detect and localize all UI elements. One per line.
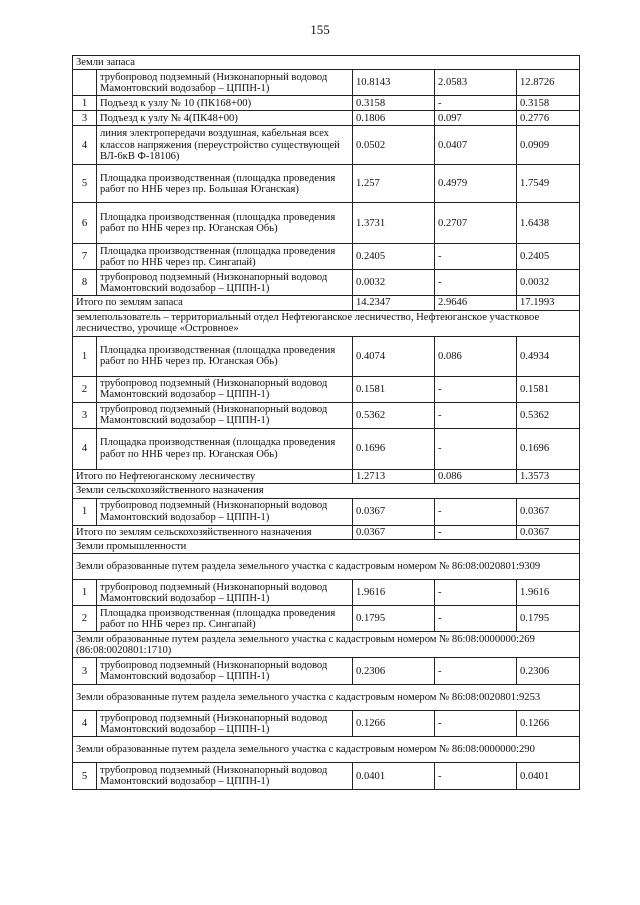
section-title: Земли запаса <box>73 56 580 70</box>
area-value-1: 0.1806 <box>353 111 435 126</box>
area-value-1: 0.1795 <box>353 606 435 632</box>
total-row <box>73 525 580 539</box>
area-total: 0.5362 <box>517 402 580 428</box>
area-total: 1.9616 <box>517 580 580 606</box>
table-body <box>73 56 580 790</box>
row-number: 1 <box>73 498 97 525</box>
area-value-2: - <box>435 244 517 270</box>
table-row <box>73 606 580 632</box>
area-total: 0.1696 <box>517 428 580 469</box>
area-value-1: 1.3731 <box>353 203 435 244</box>
table-row <box>73 336 580 376</box>
section-title: Земли сельскохозяйственного назначения <box>73 484 580 498</box>
object-name: трубопровод подземный (Низконапорный водовод Мамонтовский водозабор – ЦППН-1) <box>97 763 353 790</box>
object-name: линия электропередачи воздушная, кабельная всех классов напряжения (переустройство существующей ВЛ-6кВ Ф-18106) <box>97 126 353 165</box>
area-value-1: 0.1581 <box>353 376 435 402</box>
table-row <box>73 111 580 126</box>
area-value-1: 0.1266 <box>353 711 435 737</box>
object-name: Подъезд к узлу № 4(ПК48+00) <box>97 111 353 126</box>
area-value-1: 0.2306 <box>353 658 435 685</box>
section-header-row <box>73 554 580 580</box>
area-total: 1.3573 <box>517 469 580 483</box>
object-name: Площадка производственная (площадка проведения работ по ННБ через пр. Сингапай) <box>97 244 353 270</box>
section-header-row <box>73 310 580 336</box>
table-row <box>73 658 580 685</box>
area-total: 0.1795 <box>517 606 580 632</box>
area-total: 0.1266 <box>517 711 580 737</box>
area-value-2: - <box>435 580 517 606</box>
object-name: Подъезд к узлу № 10 (ПК168+00) <box>97 96 353 111</box>
table-row <box>73 270 580 296</box>
row-number: 1 <box>73 96 97 111</box>
row-number: 6 <box>73 203 97 244</box>
total-row <box>73 296 580 310</box>
object-name: трубопровод подземный (Низконапорный водовод Мамонтовский водозабор – ЦППН-1) <box>97 376 353 402</box>
area-value-2: - <box>435 763 517 790</box>
area-total: 17.1993 <box>517 296 580 310</box>
table-row <box>73 711 580 737</box>
area-value-2: 0.4979 <box>435 165 517 203</box>
land-area-table <box>72 55 580 790</box>
object-name: Площадка производственная (площадка проведения работ по ННБ через пр. Сингапай) <box>97 606 353 632</box>
row-number: 1 <box>73 580 97 606</box>
row-number: 3 <box>73 658 97 685</box>
area-value-2: - <box>435 498 517 525</box>
area-value-1: 1.257 <box>353 165 435 203</box>
area-total: 0.4934 <box>517 336 580 376</box>
object-name: трубопровод подземный (Низконапорный водовод Мамонтовский водозабор – ЦППН-1) <box>97 711 353 737</box>
area-total: 0.2776 <box>517 111 580 126</box>
area-value-1: 10.8143 <box>353 70 435 96</box>
area-value-2: - <box>435 658 517 685</box>
total-row <box>73 469 580 483</box>
area-value-2: - <box>435 711 517 737</box>
area-value-2: 0.2707 <box>435 203 517 244</box>
row-number: 3 <box>73 111 97 126</box>
area-value-1: 1.2713 <box>353 469 435 483</box>
area-total: 0.0909 <box>517 126 580 165</box>
table-row <box>73 763 580 790</box>
area-value-1: 0.0401 <box>353 763 435 790</box>
row-number: 5 <box>73 763 97 790</box>
area-value-2: - <box>435 606 517 632</box>
section-header-row <box>73 632 580 658</box>
row-number: 7 <box>73 244 97 270</box>
page-number: 155 <box>310 22 330 37</box>
row-number: 2 <box>73 606 97 632</box>
object-name: Площадка производственная (площадка проведения работ по ННБ через пр. Юганская Обь) <box>97 336 353 376</box>
table-row <box>73 498 580 525</box>
area-total: 0.2405 <box>517 244 580 270</box>
row-number: 2 <box>73 376 97 402</box>
table-row <box>73 165 580 203</box>
section-title: Земли образованные путем раздела земельного участка с кадастровым номером № 86:08:0000000:290 <box>73 737 580 763</box>
area-value-2: - <box>435 270 517 296</box>
row-number: 3 <box>73 402 97 428</box>
table-row <box>73 428 580 469</box>
section-header-row <box>73 737 580 763</box>
table-row <box>73 203 580 244</box>
table-row <box>73 70 580 96</box>
area-total: 0.0032 <box>517 270 580 296</box>
row-number: 4 <box>73 428 97 469</box>
row-number: 8 <box>73 270 97 296</box>
section-header-row <box>73 56 580 70</box>
area-value-1: 0.2405 <box>353 244 435 270</box>
area-total: 1.7549 <box>517 165 580 203</box>
section-title: землепользователь – территориальный отдел Нефтеюганское лесничество, Нефтеюганское участковое лесничество, урочище «Островное» <box>73 310 580 336</box>
row-number: 1 <box>73 336 97 376</box>
area-value-1: 0.0367 <box>353 498 435 525</box>
area-total: 0.3158 <box>517 96 580 111</box>
area-value-2: 0.086 <box>435 336 517 376</box>
object-name: Площадка производственная (площадка проведения работ по ННБ через пр. Юганская Обь) <box>97 203 353 244</box>
area-value-1: 0.0367 <box>353 525 435 539</box>
area-value-2: 2.0583 <box>435 70 517 96</box>
area-value-2: 0.086 <box>435 469 517 483</box>
table-row <box>73 376 580 402</box>
table-row <box>73 244 580 270</box>
area-value-2: 0.097 <box>435 111 517 126</box>
total-label: Итого по Нефтеюганскому лесничеству <box>73 469 353 483</box>
section-header-row <box>73 540 580 554</box>
area-value-1: 1.9616 <box>353 580 435 606</box>
row-number <box>73 70 97 96</box>
area-total: 0.0367 <box>517 498 580 525</box>
section-title: Земли промышленности <box>73 540 580 554</box>
table-row <box>73 402 580 428</box>
area-value-1: 0.5362 <box>353 402 435 428</box>
object-name: трубопровод подземный (Низконапорный водовод Мамонтовский водозабор – ЦППН-1) <box>97 270 353 296</box>
section-header-row <box>73 484 580 498</box>
area-value-1: 0.0502 <box>353 126 435 165</box>
row-number: 4 <box>73 711 97 737</box>
object-name: трубопровод подземный (Низконапорный водовод Мамонтовский водозабор – ЦППН-1) <box>97 580 353 606</box>
table-row <box>73 580 580 606</box>
total-label: Итого по землям сельскохозяйственного назначения <box>73 525 353 539</box>
object-name: трубопровод подземный (Низконапорный водовод Мамонтовский водозабор – ЦППН-1) <box>97 658 353 685</box>
table-row <box>73 126 580 165</box>
area-value-2: - <box>435 376 517 402</box>
area-value-1: 14.2347 <box>353 296 435 310</box>
area-total: 0.2306 <box>517 658 580 685</box>
area-total: 12.8726 <box>517 70 580 96</box>
area-value-2: 0.0407 <box>435 126 517 165</box>
area-value-1: 0.3158 <box>353 96 435 111</box>
table-row <box>73 96 580 111</box>
area-total: 0.0401 <box>517 763 580 790</box>
area-value-1: 0.0032 <box>353 270 435 296</box>
section-title: Земли образованные путем раздела земельного участка с кадастровым номером № 86:08:0000000:269 (86:08:0020801:1710) <box>73 632 580 658</box>
area-total: 1.6438 <box>517 203 580 244</box>
area-value-2: - <box>435 428 517 469</box>
section-header-row <box>73 685 580 711</box>
object-name: трубопровод подземный (Низконапорный водовод Мамонтовский водозабор – ЦППН-1) <box>97 70 353 96</box>
area-total: 0.0367 <box>517 525 580 539</box>
object-name: Площадка производственная (площадка проведения работ по ННБ через пр. Юганская Обь) <box>97 428 353 469</box>
area-total: 0.1581 <box>517 376 580 402</box>
area-value-2: - <box>435 96 517 111</box>
section-title: Земли образованные путем раздела земельного участка с кадастровым номером № 86:08:0020801:9253 <box>73 685 580 711</box>
object-name: трубопровод подземный (Низконапорный водовод Мамонтовский водозабор – ЦППН-1) <box>97 498 353 525</box>
object-name: трубопровод подземный (Низконапорный водовод Мамонтовский водозабор – ЦППН-1) <box>97 402 353 428</box>
object-name: Площадка производственная (площадка проведения работ по ННБ через пр. Большая Юганская) <box>97 165 353 203</box>
area-value-2: - <box>435 525 517 539</box>
row-number: 4 <box>73 126 97 165</box>
area-value-2: - <box>435 402 517 428</box>
area-value-2: 2.9646 <box>435 296 517 310</box>
area-value-1: 0.1696 <box>353 428 435 469</box>
row-number: 5 <box>73 165 97 203</box>
total-label: Итого по землям запаса <box>73 296 353 310</box>
section-title: Земли образованные путем раздела земельного участка с кадастровым номером № 86:08:0020801:9309 <box>73 554 580 580</box>
area-value-1: 0.4074 <box>353 336 435 376</box>
